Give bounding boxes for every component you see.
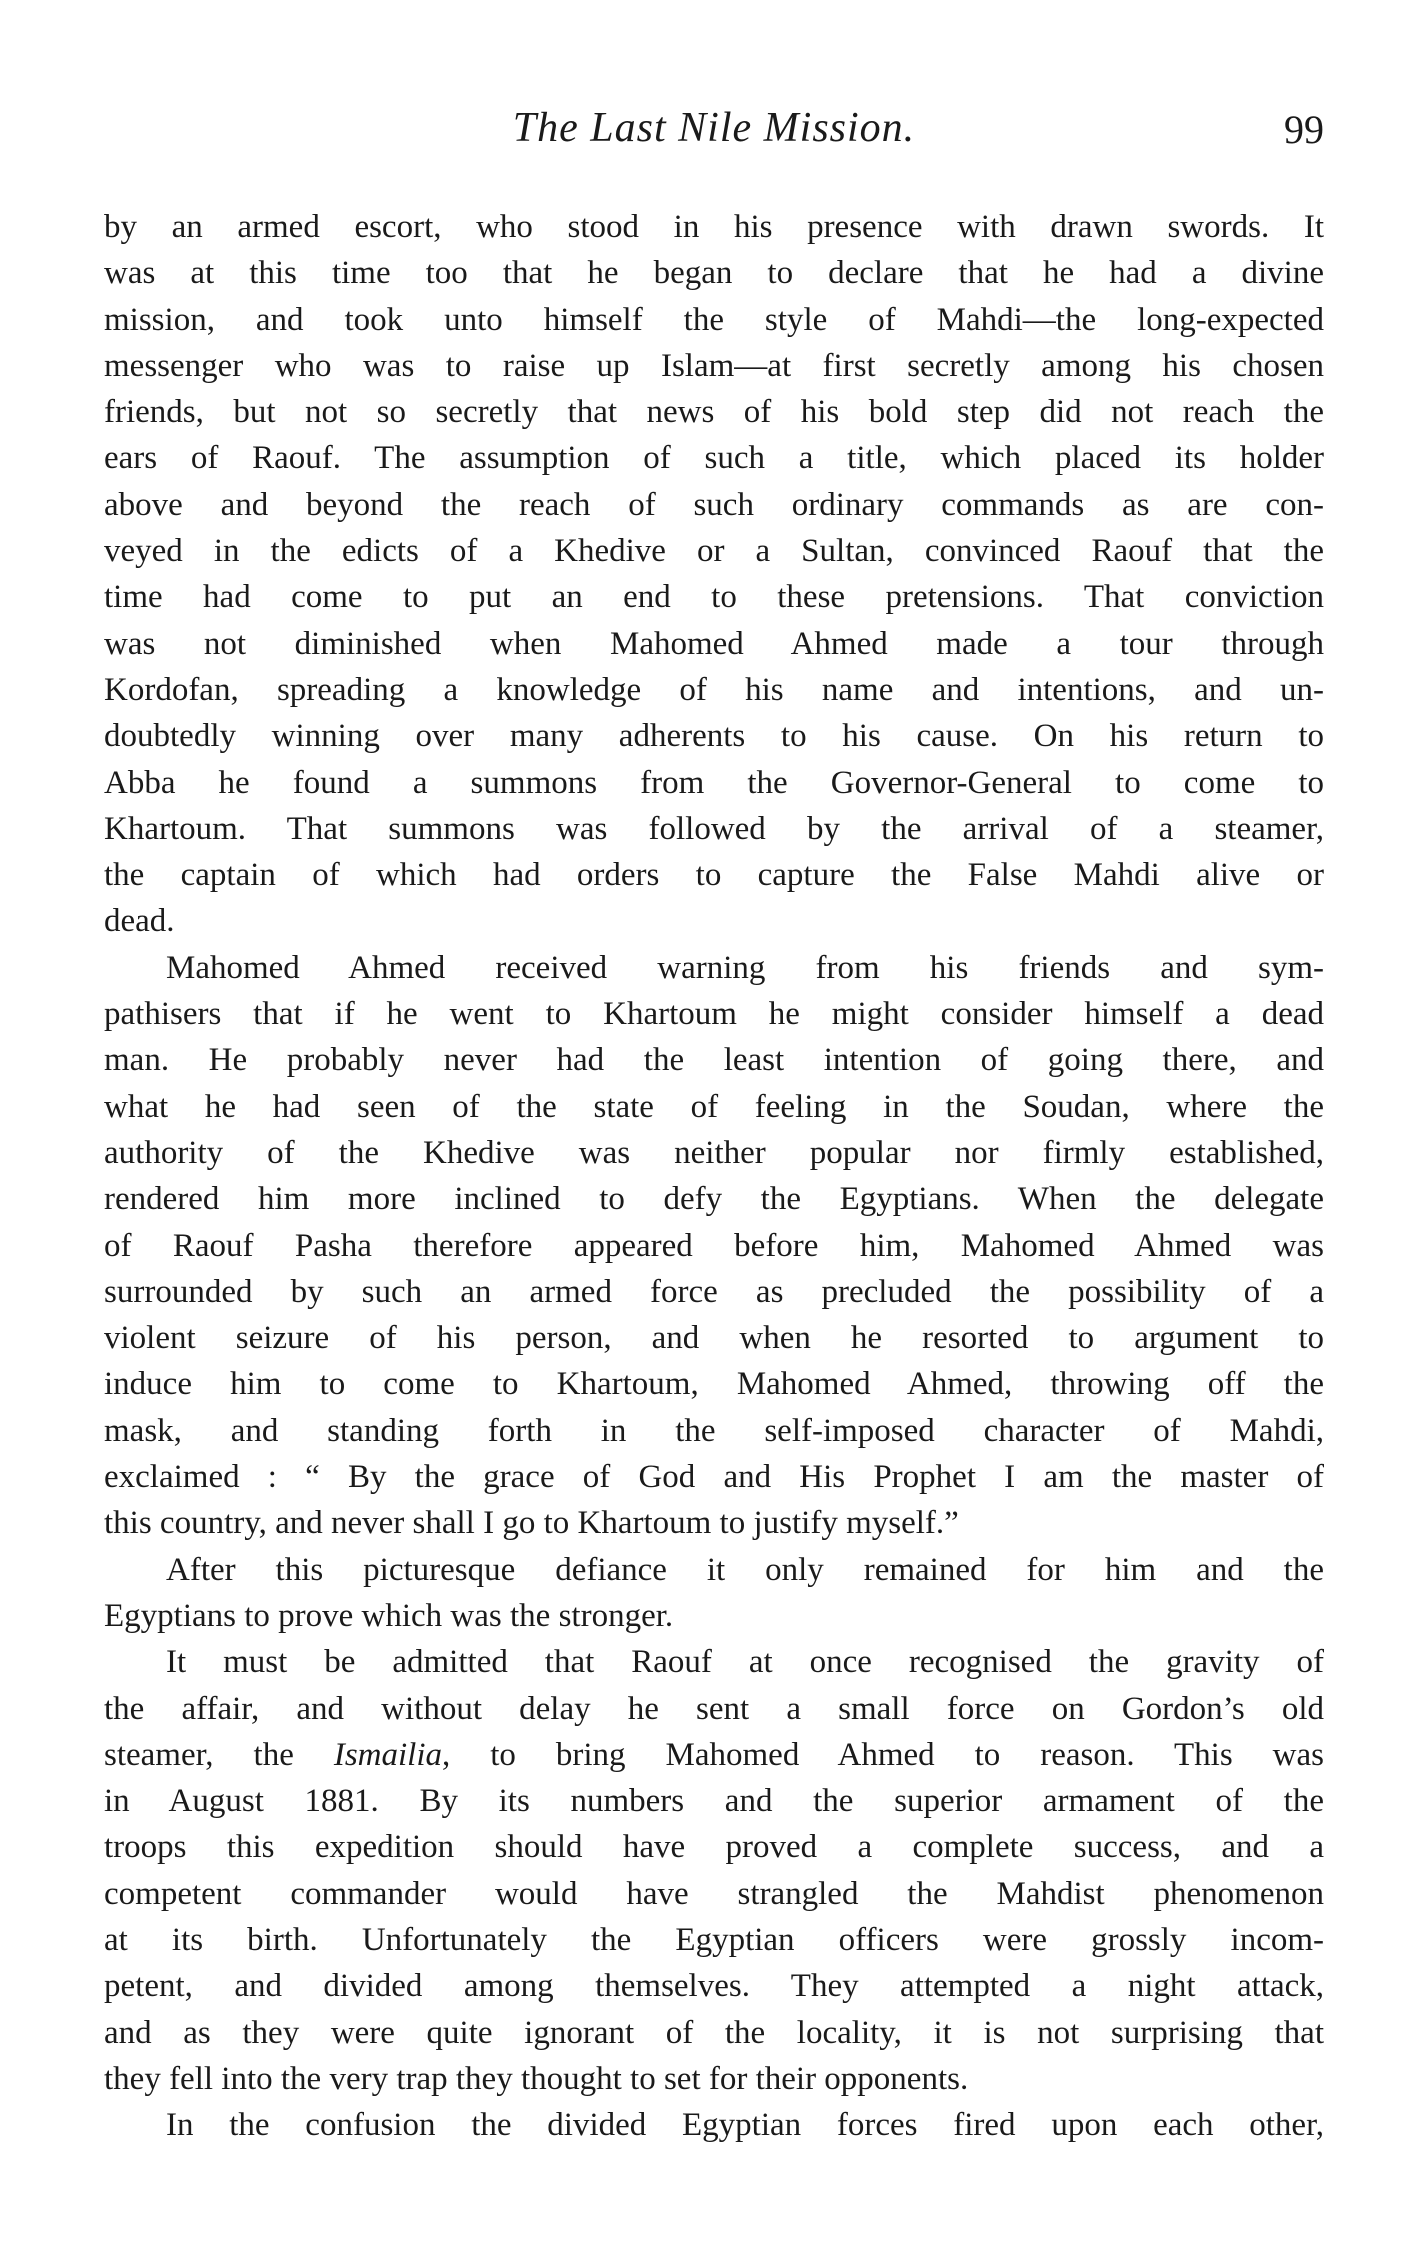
running-header <box>104 104 1324 164</box>
text-line: and as they were quite ignorant of the locality, it is not surprising that <box>104 2014 1324 2051</box>
text-line: rendered him more inclined to defy the Egyptians. When the delegate <box>104 1181 1324 1218</box>
text-line: dead. <box>104 903 175 940</box>
text-line: friends, but not so secretly that news of his bold step did not reach the <box>104 394 1324 431</box>
paragraph <box>104 204 1324 945</box>
text-line: above and beyond the reach of such ordinary commands as are con- <box>104 486 1324 523</box>
text-line: Egyptians to prove which was the stronger. <box>104 1597 674 1634</box>
text-line: the affair, and without delay he sent a small force on Gordon’s old <box>104 1690 1324 1727</box>
text-line: was at this time too that he began to declare that he had a divine <box>104 255 1324 292</box>
text-line: Khartoum. That summons was followed by the arrival of a steamer, <box>104 810 1324 847</box>
text-line: man. He probably never had the least intention of going there, and <box>104 1042 1324 1079</box>
text-line: troops this expedition should have proved a complete success, and a <box>104 1829 1324 1866</box>
text-line: It must be admitted that Raouf at once recognised the gravity of <box>166 1644 1324 1681</box>
text-line: Kordofan, spreading a knowledge of his name and intentions, and un- <box>104 671 1324 708</box>
text-line: mask, and standing forth in the self-imposed character of Mahdi, <box>104 1412 1324 1449</box>
text-line: competent commander would have strangled the Mahdist phenomenon <box>104 1875 1324 1912</box>
text-line: by an armed escort, who stood in his presence with drawn swords. It <box>104 209 1324 245</box>
ship-name: Ismailia <box>333 1736 442 1773</box>
text-line: In the confusion the divided Egyptian forces fired upon each other, <box>166 2107 1324 2144</box>
text-line: authority of the Khedive was neither popular nor firmly established, <box>104 1134 1324 1171</box>
text-line: of Raouf Pasha therefore appeared before him, Mahomed Ahmed was <box>104 1227 1324 1264</box>
text-line: Mahomed Ahmed received warning from his friends and sym- <box>166 949 1324 986</box>
text-line: at its birth. Unfortunately the Egyptian officers were grossly incom- <box>104 1921 1324 1958</box>
text-line: induce him to come to Khartoum, Mahomed Ahmed, throwing off the <box>104 1366 1324 1403</box>
text-line: time had come to put an end to these pretensions. That conviction <box>104 579 1324 616</box>
text-line: veyed in the edicts of a Khedive or a Sultan, convinced Raouf that the <box>104 533 1324 570</box>
text-line: steamer, the Ismailia, to bring Mahomed Ahmed to reason. This was <box>104 1736 1324 1773</box>
text-line: pathisers that if he went to Khartoum he might consider himself a dead <box>104 996 1324 1033</box>
running-title: The Last Nile Mission. <box>512 105 916 151</box>
text-line: petent, and divided among themselves. They attempted a night attack, <box>104 1968 1324 2005</box>
page-number: 99 <box>1284 107 1324 152</box>
text-line: this country, and never shall I go to Khartoum to justify myself.” <box>104 1505 959 1542</box>
page-body <box>104 204 1324 2148</box>
text-line: surrounded by such an armed force as precluded the possibility of a <box>104 1273 1324 1310</box>
text-line: mission, and took unto himself the style of Mahdi—the long-expected <box>104 301 1324 338</box>
paragraph <box>104 945 1324 1547</box>
text-line: exclaimed : “ By the grace of God and His Prophet I am the master of <box>104 1459 1324 1496</box>
paragraph <box>104 1547 1324 1640</box>
text-line: After this picturesque defiance it only remained for him and the <box>166 1551 1324 1588</box>
text-line: violent seizure of his person, and when he resorted to argument to <box>104 1320 1324 1357</box>
text-line: was not diminished when Mahomed Ahmed made a tour through <box>104 625 1324 662</box>
text-line: they fell into the very trap they thought to set for their opponents. <box>104 2060 969 2097</box>
text-line: what he had seen of the state of feeling in the Soudan, where the <box>104 1088 1324 1125</box>
text-line: ears of Raouf. The assumption of such a title, which placed its holder <box>104 440 1324 477</box>
text-line: messenger who was to raise up Islam—at first secretly among his chosen <box>104 347 1324 384</box>
text-line: in August 1881. By its numbers and the superior armament of the <box>104 1783 1324 1820</box>
text-line: doubtedly winning over many adherents to his cause. On his return to <box>104 718 1324 755</box>
text-line: Abba he found a summons from the Governor-General to come to <box>104 764 1324 801</box>
paragraph <box>104 1639 1324 2102</box>
text-line: the captain of which had orders to capture the False Mahdi alive or <box>104 857 1324 894</box>
paragraph <box>104 2102 1324 2148</box>
